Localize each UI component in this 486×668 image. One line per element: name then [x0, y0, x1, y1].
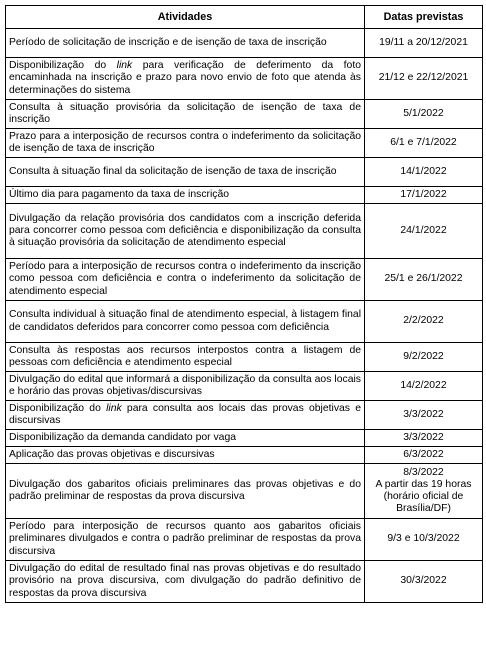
date-cell [365, 401, 483, 430]
date-line: 21/12 e 22/12/2021 [378, 72, 469, 84]
table-row [6, 430, 483, 447]
date-cell [365, 158, 483, 187]
date-line: 25/1 e 26/1/2022 [384, 273, 463, 285]
table-row [6, 447, 483, 464]
date-line: 9/3 e 10/3/2022 [387, 533, 460, 545]
date-line: Brasília/DF) [396, 503, 451, 515]
date-line: 6/3/2022 [403, 448, 444, 460]
date-cell [365, 343, 483, 372]
activity-cell: Divulgação da relação provisória dos candidatos com a inscrição deferida para concorrer como pessoa com deficiência e disponibilização da consulta à situação provisória da solicitação de atendimento especial [6, 204, 365, 259]
date-cell [365, 561, 483, 603]
activity-cell: Divulgação do edital que informará a disponibilização da consulta aos locais e horário das provas objetivas/discursivas [6, 372, 365, 401]
activity-cell: Disponibilização do link para verificação de deferimento da foto encaminhada na inscrição e prazo para novo envio de foto que atenda às determinações do sistema [6, 58, 365, 100]
activity-cell: Aplicação das provas objetivas e discursivas [6, 447, 365, 464]
date-cell [365, 430, 483, 447]
table-row [6, 519, 483, 561]
date-cell [365, 301, 483, 343]
date-line: 9/2/2022 [403, 350, 444, 362]
date-cell [365, 519, 483, 561]
activity-cell: Consulta às respostas aos recursos interpostos contra a listagem de pessoas com deficiência e atendimento especial [6, 343, 365, 372]
date-line: 8/3/2022 [403, 466, 444, 478]
table-row [6, 100, 483, 129]
table-row [6, 204, 483, 259]
activity-cell: Período para interposição de recursos quanto aos gabaritos oficiais preliminares divulgados e contra o padrão preliminar de respostas da prova discursiva [6, 519, 365, 561]
date-line: 14/2/2022 [400, 379, 447, 391]
date-cell [365, 204, 483, 259]
date-cell [365, 58, 483, 100]
activity-cell: Disponibilização da demanda candidato por vaga [6, 430, 365, 447]
date-line: 3/3/2022 [403, 431, 444, 443]
activity-cell: Divulgação do edital de resultado final nas provas objetivas e do resultado provisório na prova discursiva, com divulgação do padrão definitivo de respostas da prova discursiva [6, 561, 365, 603]
table-row [6, 187, 483, 204]
date-cell [365, 372, 483, 401]
table-row [6, 372, 483, 401]
table-row [6, 561, 483, 603]
table-row [6, 301, 483, 343]
table-row [6, 464, 483, 519]
date-line: 30/3/2022 [400, 575, 447, 587]
date-line: 2/2/2022 [403, 315, 444, 327]
activity-cell: Período para a interposição de recursos contra o indeferimento da inscrição como pessoa com deficiência e contra o indeferimento da solicitação de atendimento especial [6, 259, 365, 301]
date-line: 6/1 e 7/1/2022 [390, 136, 457, 148]
date-line: 19/11 a 20/12/2021 [379, 36, 468, 48]
activity-cell: Consulta à situação provisória da solicitação de isenção de taxa de inscrição [6, 100, 365, 129]
date-cell [365, 29, 483, 58]
date-line: 5/1/2022 [403, 107, 444, 119]
date-cell [365, 187, 483, 204]
date-line: (horário oficial de [383, 491, 464, 502]
date-cell [365, 259, 483, 301]
date-cell [365, 129, 483, 158]
activity-cell: Último dia para pagamento da taxa de inscrição [6, 187, 365, 204]
table-row [6, 29, 483, 58]
date-line: 24/1/2022 [400, 224, 447, 236]
date-line: A partir das 19 horas [375, 478, 472, 490]
date-line: 17/1/2022 [400, 188, 447, 200]
activity-cell: Período de solicitação de inscrição e de isenção de taxa de inscrição [6, 29, 365, 58]
date-cell [365, 447, 483, 464]
activity-cell: Divulgação dos gabaritos oficiais preliminares das provas objetivas e do padrão preliminar de respostas da prova discursiva [6, 464, 365, 519]
date-cell [365, 100, 483, 129]
table-row [6, 343, 483, 372]
date-cell [365, 464, 483, 519]
date-line: 3/3/2022 [403, 408, 444, 420]
link-word: link [106, 402, 122, 414]
activity-cell: Disponibilização do link para consulta aos locais das provas objetivas e discursivas [6, 401, 365, 430]
schedule-table [5, 5, 483, 603]
table-row [6, 259, 483, 301]
header-activities: Atividades [6, 6, 365, 29]
header-row [6, 6, 483, 29]
activity-cell: Consulta individual à situação final de atendimento especial, à listagem final de candidatos deferidos para concorrer como pessoa com deficiência [6, 301, 365, 343]
table-row [6, 158, 483, 187]
date-line: 14/1/2022 [400, 165, 447, 177]
table-row [6, 401, 483, 430]
activity-cell: Prazo para a interposição de recursos contra o indeferimento da solicitação de isenção de taxa de inscrição [6, 129, 365, 158]
header-dates: Datas previstas [365, 6, 483, 29]
link-word: link [116, 60, 133, 72]
table-row [6, 58, 483, 100]
activity-cell: Consulta à situação final da solicitação de isenção de taxa de inscrição [6, 158, 365, 187]
table-row [6, 129, 483, 158]
